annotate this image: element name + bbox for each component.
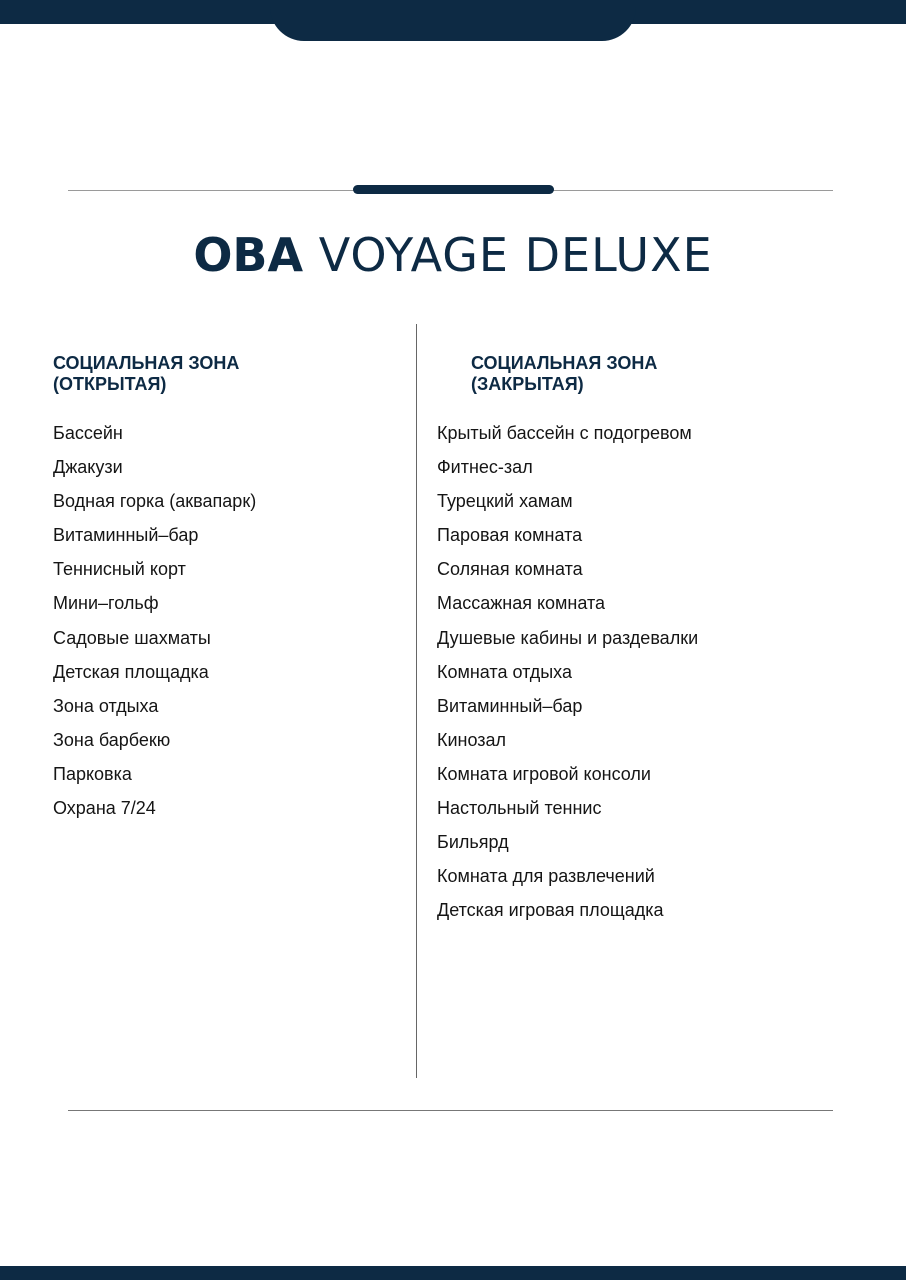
list-item: Парковка <box>53 763 132 784</box>
page-title <box>0 226 906 284</box>
list-item: Фитнес-зал <box>437 457 533 478</box>
list-item: Кинозал <box>437 729 507 750</box>
list-item: Бильярд <box>437 832 509 853</box>
list-item: Соляная комната <box>437 559 583 580</box>
list-item: Джакузи <box>53 457 123 478</box>
list-item: Настольный теннис <box>437 798 602 819</box>
list-item: Мини–гольф <box>53 593 159 614</box>
list-item: Турецкий хамам <box>437 491 573 512</box>
left-amenities-list <box>53 416 256 825</box>
right-amenities-list <box>437 416 698 927</box>
list-item: Крытый бассейн с подогревом <box>437 423 692 443</box>
list-item: Комната отдыха <box>437 661 572 682</box>
bottom-divider-line <box>68 1110 833 1111</box>
title-brand: OBA <box>193 228 304 282</box>
list-item: Теннисный корт <box>53 559 186 580</box>
top-banner-tab <box>270 0 636 41</box>
list-item: Массажная комната <box>437 593 606 614</box>
list-item: Бассейн <box>53 423 123 443</box>
left-column-heading: СОЦИАЛЬНАЯ ЗОНА (ОТКРЫТАЯ) <box>53 353 240 394</box>
list-item: Душевые кабины и раздевалки <box>437 627 699 648</box>
list-item: Зона отдыха <box>53 695 159 716</box>
bottom-banner-bar <box>0 1266 906 1280</box>
list-item: Садовые шахматы <box>53 627 211 648</box>
list-item: Паровая комната <box>437 525 583 546</box>
list-item: Детская площадка <box>53 661 209 682</box>
list-item: Комната игровой консоли <box>437 763 651 784</box>
right-column-heading: СОЦИАЛЬНАЯ ЗОНА (ЗАКРЫТАЯ) <box>471 353 658 394</box>
list-item: Зона барбекю <box>53 729 171 750</box>
list-item: Охрана 7/24 <box>53 798 156 819</box>
column-divider <box>416 324 417 1078</box>
list-item: Витаминный–бар <box>437 695 583 716</box>
list-item: Детская игровая площадка <box>437 900 664 921</box>
list-item: Витаминный–бар <box>53 525 199 546</box>
list-item: Комната для развлечений <box>437 866 655 887</box>
top-divider-accent <box>353 185 554 194</box>
title-subtitle: VOYAGE DELUXE <box>303 228 713 282</box>
list-item: Водная горка (аквапарк) <box>53 491 257 512</box>
